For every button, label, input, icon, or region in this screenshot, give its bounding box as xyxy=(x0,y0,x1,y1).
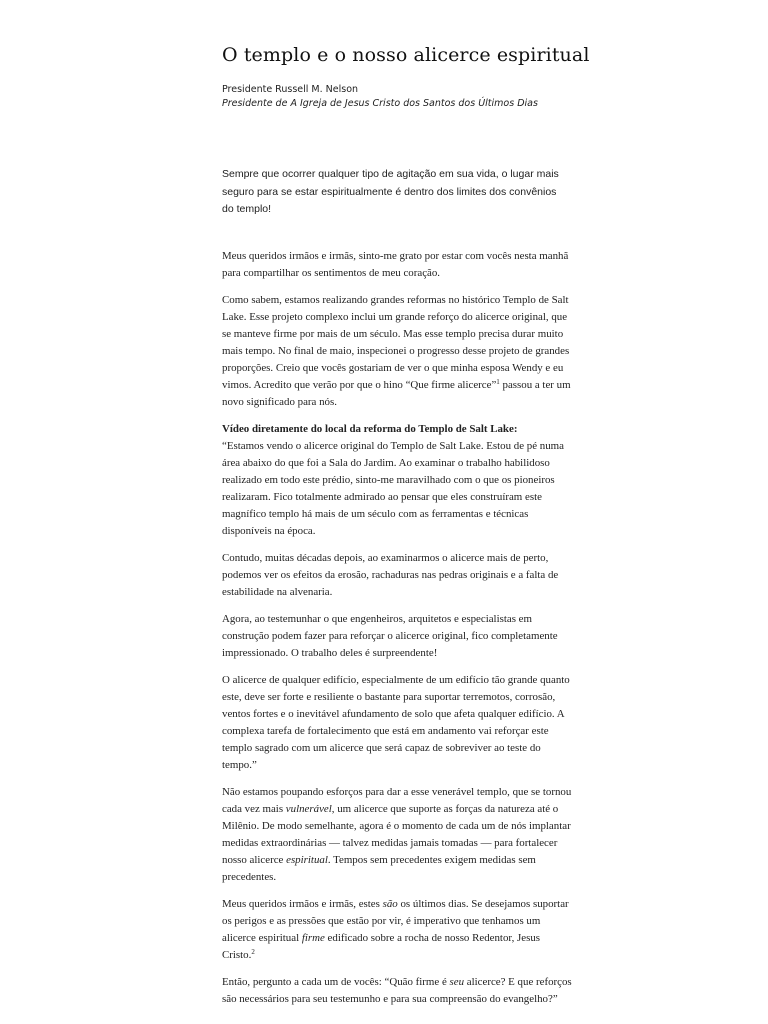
article-body xyxy=(222,248,572,1018)
footnote-ref-2[interactable]: 2 xyxy=(251,948,255,956)
paragraph-6: O alicerce de qualquer edifício, especialmente de um edifício tão grande quanto este, deve ser forte e resiliente o bastante para suportar terremotos, corrosão, ventos fortes e o inevitável afundamento de solo que afeta qualquer edifício. A complexa tarefa de fortalecimento que está em andamento vai reforçar este templo sagrado com um alicerce que será capaz de sobreviver ao teste do tempo.” xyxy=(222,674,570,771)
author-role: Presidente de A Igreja de Jesus Cristo dos Santos dos Últimos Dias xyxy=(222,98,538,109)
video-section xyxy=(222,421,572,540)
article-title: O templo e o nosso alicerce espiritual xyxy=(222,44,590,66)
video-heading: Vídeo diretamente do local da reforma do Templo de Salt Lake: xyxy=(222,423,518,435)
paragraph-9: Então, pergunto a cada um de vocês: “Quão firme é seu alicerce? E que reforços são necessários para seu testemunho e para sua compreensão do evangelho?” xyxy=(222,976,572,1005)
footnote-ref-1[interactable]: 1 xyxy=(496,378,500,386)
paragraph-2: Como sabem, estamos realizando grandes reformas no histórico Templo de Salt Lake. Esse projeto complexo inclui um grande reforço do alicerce original, que se manteve firme por mais de um século. Mas esse templo precisa durar muito mais tempo. No final de maio, inspecionei o progresso desse projeto de grandes proporções. Creio que vocês gostariam de ver o que minha esposa Wendy e eu vimos. Acredito que verão por que o hino “Que firme alicerce”$^1$ passou a ter um novo significado para nós. xyxy=(222,294,571,408)
paragraph-8: Meus queridos irmãos e irmãs, estes são os últimos dias. Se desejamos suportar os perigos e as pressões que estão por vir, é imperativo que tenhamos um alicerce espiritual firme edificado sobre a rocha de nosso Redentor, Jesus Cristo.$^2$ xyxy=(222,898,569,961)
paragraph-4: Contudo, muitas décadas depois, ao examinarmos o alicerce mais de perto, podemos ver os efeitos da erosão, rachaduras nas pedras originais e a falta de estabilidade na alvenaria. xyxy=(222,552,559,598)
author-name: Presidente Russell M. Nelson xyxy=(222,84,359,95)
paragraph-1: Meus queridos irmãos e irmãs, sinto-me grato por estar com vocês nesta manhã para compartilhar os sentimentos de meu coração. xyxy=(222,250,569,279)
paragraph-7: Não estamos poupando esforços para dar a esse venerável templo, que se tornou cada vez mais vulnerável, um alicerce que suporte as forças da natureza até o Milênio. De modo semelhante, agora é o momento de cada um de nós implantar medidas extraordinárias — talvez medidas jamais tomadas — para fortalecer nosso alicerce espiritual. Tempos sem precedentes exigem medidas sem precedentes. xyxy=(222,786,572,883)
intro-summary: Sempre que ocorrer qualquer tipo de agitação em sua vida, o lugar mais seguro para se estar espiritualmente é dentro dos limites dos convênios do templo! xyxy=(222,168,559,215)
paragraph-5: Agora, ao testemunhar o que engenheiros, arquitetos e especialistas em construção podem fazer para reforçar o alicerce original, fico completamente impressionado. O trabalho deles é surpreendente! xyxy=(222,613,558,659)
video-quote: “Estamos vendo o alicerce original do Templo de Salt Lake. Estou de pé numa área abaixo do que foi a Sala do Jardim. Ao examinar o trabalho habilidoso realizado em todo este prédio, sinto-me maravilhado com o que os pioneiros realizaram. Fico totalmente admirado ao pensar que eles construíram este magnífico templo há mais de um século com as ferramentas e técnicas disponíveis na época. xyxy=(222,440,564,537)
